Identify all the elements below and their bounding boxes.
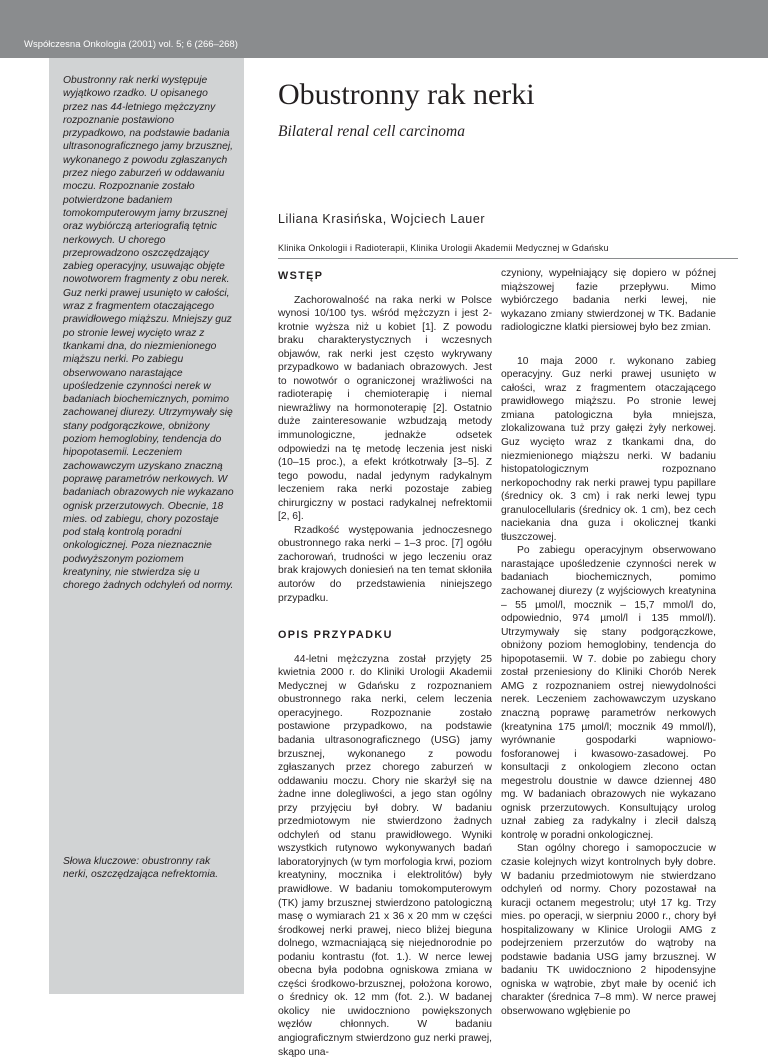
body-column-left <box>278 270 492 1059</box>
section-heading-intro: WSTĘP <box>278 270 324 282</box>
spacer <box>278 605 492 629</box>
paragraph: Po zabiegu operacyjnym obserwowano narastające upośledzenie czynności nerek w badaniach biochemicznych, pomimo zachowanej diurezy (z wyjściowych kreatynina – 55 µmol/l, mocznik – 15,7 mmol/l do, odpowiednio, 974 µmol/l i 135 mmol/l). Utrzymywały się stany podgorączkowe, obniżony poziom hemoglobiny, tendencja do hipopotasemii. W 7. dobie po zabiegu chory został przeniesiony do Kliniki Chorób Nerek AMG z rozpoznaniem ostrej niewydolności nerek. Leczeniem zachowawczym uzyskano znaczną poprawę parametrów nerkowych (kreatynina 175 µmol/l; mocznik 49 mmol/l), wyrównanie gospodarki wapniowo-fosforanowej i kwasowo-zasadowej. Po konsultacji z onkologiem zlecono octan megestrolu doustnie w dawce dziennej 480 mg. W badaniach obrazowych nie wykazano ognisk przerzutowych. Konsultujący urolog uznał zabieg za radykalny i zlecił dalszą kontrolę w poradni onkologicznej. <box>501 545 716 841</box>
paragraph: Rzadkość występowania jednoczesnego obustronnego raka nerki – 1–3 proc. [7] ogółu zachorowań, trudności w jego leczeniu oraz brak krajowych doniesień na ten temat skłoniła autorów do przedstawienia niniejszego przypadku. <box>278 524 492 604</box>
authors: Liliana Krasińska, Wojciech Lauer <box>278 212 486 226</box>
paragraph: Stan ogólny chorego i samopoczucie w czasie kolejnych wizyt kontrolnych były dobre. W badaniu przedmiotowym nie stwierdzano odchyleń od normy. Chory pozostawał na kuracji octanem megestrolu; utył 17 kg. Trzy mies. po operacji, w sierpniu 2000 r., chory był hospitalizowany w Klinice Urologii AMG z podejrzeniem przerzutów do wątroby na podstawie badania USG jamy brzusznej. W badaniu TK uwidoczniono 2 hipodensyjne ogniska w wątrobie, zbyt małe by ocenić ich charakter (średnica 7–8 mm). W nerce prawej obserwowano wgłębienie po <box>501 843 716 1017</box>
paragraph: Zachorowalność na raka nerki w Polsce wynosi 10/100 tys. wśród mężczyzn i jest 2-krotnie wyższa niż u kobiet [1]. Z powodu braku charakterystycznych i wczesnych objawów, rak nerki jest często wykrywany przypadkowo w badaniach obrazowych. Jest to nowotwór o ograniczonej wrażliwości na radioterapię i chemioterapię i niemal niewrażliwy na hormonoterapię [2]. Ostatnio duże zainteresowanie wzbudzają metody immunologiczne, jednakże odsetek odpowiedzi na tę metodę leczenia jest niski (10–15 proc.), a efekt krótkotrwały [3–5]. Z tego powodu, nadal jedynym radykalnym leczeniem raka nerki pozostaje zabieg chirurgiczny w postaci radykalnej nefrektomii [2, 6]. <box>278 294 492 523</box>
spacer <box>501 335 716 355</box>
section-heading-case: OPIS PRZYPADKU <box>278 629 393 642</box>
article-subtitle: Bilateral renal cell carcinoma <box>278 123 465 140</box>
abstract-text: Obustronny rak nerki występuje wyjątkowo rzadko. U opisanego przez nas 44-letniego mężczyzny rozpoznanie postawiono przypadkowo, na podstawie badania ultrasonograficznego jamy brzusznej, wykonanego z powodu zgłaszanych przez niego zaburzeń w oddawaniu moczu. Rozpoznanie zostało potwierdzone badaniem tomokomputerowym jamy brzusznej oraz wybiórczą arteriografią tętnic nerkowych. U chorego przeprowadzono oszczędzający zabieg operacyjny, usuwając objęte nowotworem fragmenty z obu nerek. Guz nerki prawej usunięto w całości, wraz z fragmentem otaczającego prawidłowego miąższu. Mniejszy guz po stronie lewej wycięto wraz z tkankami dna, do niezmienionego miąższu nerki. Po zabiegu obserwowano narastające upośledzenie czynności nerek w badaniach biochemicznych, pomimo zachowanej diurezy. Utrzymywały się stany podgorączkowe, obniżony poziom hemoglobiny, tendencja do hipopotasemii. Leczeniem zachowawczym uzyskano znaczną poprawę parametrów nerkowych. W badaniach obrazowych nie wykazano ognisk przerzutowych. Obecnie, 18 mies. od zabiegu, chory pozostaje pod stałą kontrolą poradni onkologicznej. Poza nieznacznie podwyższonym poziomem kreatyniny, nie stwierdza się u chorego żadnych odchyleń od normy. <box>63 75 234 592</box>
journal-citation: Współczesna Onkologia (2001) vol. 5; 6 (266–268) <box>24 39 238 50</box>
affiliation: Klinika Onkologii i Radioterapii, Klinika Urologii Akademii Medycznej w Gdańsku <box>278 243 609 253</box>
article-title: Obustronny rak nerki <box>278 78 535 111</box>
keywords: Słowa kluczowe: obustronny rak nerki, oszczędzająca nefrektomia. <box>63 856 219 881</box>
journal-header-bar <box>0 0 768 58</box>
divider <box>278 258 738 259</box>
body-column-right <box>501 267 716 1019</box>
paragraph: 10 maja 2000 r. wykonano zabieg operacyjny. Guz nerki prawej usunięto w całości, wraz z fragmentem otaczającego prawidłowego miąższu. Po stronie lewej zmiana patologiczna była mniejsza, zlokalizowana tuż przy gałęzi żyły nerkowej. Guz wycięto wraz z tkankami dna, do niezmienionego miąższu nerki. W badaniu histopatologicznym rozpoznano nerkopochodny rak nerki prawej typu papillare (średnicy ok. 3 cm) i rak nerki lewej typu granulocellularis (średnicy ok. 1 cm), bez cech naciekania dna guza i okolicznej tkanki tłuszczowej. <box>501 355 716 543</box>
paragraph: 44-letni mężczyzna został przyjęty 25 kwietnia 2000 r. do Kliniki Urologii Akademii Medycznej w Gdańsku z rozpoznaniem obustronnego raka nerki, celem leczenia operacyjnego. Rozpoznanie zostało postawione przypadkowo, na podstawie badania ultrasonograficznego (USG) jamy brzusznej, wykonanego z powodu zgłaszanych przez chorego zaburzeń w oddawaniu moczu. Chory nie skarżył się na żadne inne dolegliwości, a jego stan ogólny przy przyjęciu był dobry. W badaniu przedmiotowym nie stwierdzono żadnych odchyleń od stanu prawidłowego. Wyniki wszystkich rutynowo wykonywanych badań laboratoryjnych (w tym morfologia krwi, poziom kreatyniny, mocznika i elektrolitów) były prawidłowe. W badaniu tomokomputerowym (TK) jamy brzusznej stwierdzono patologiczną masę o wymiarach 21 x 36 x 20 mm w części środkowej nerki prawej, nieco bliżej bieguna dolnego, wzmacniającą się niejednorodnie po podaniu kontrastu (fot. 1.). W nerce lewej obecna była podobna ogniskowa zmiana w części środkowo-brzusznej, położona korowo, o średnicy ok. 12 mm (fot. 2.). W badanej okolicy nie uwidoczniono powiększonych węzłów chłonnych. W badaniu angiograficznym stwierdzono guz nerki prawej, skąpo una- <box>278 653 493 1058</box>
paragraph: czyniony, wypełniający się dopiero w późnej miąższowej fazie przepływu. Mimo wybiórczego badania nerki lewej, nie wykazano zmiany stwierdzonej w TK. Badanie radiologiczne klatki piersiowej było bez zmian. <box>501 268 716 334</box>
